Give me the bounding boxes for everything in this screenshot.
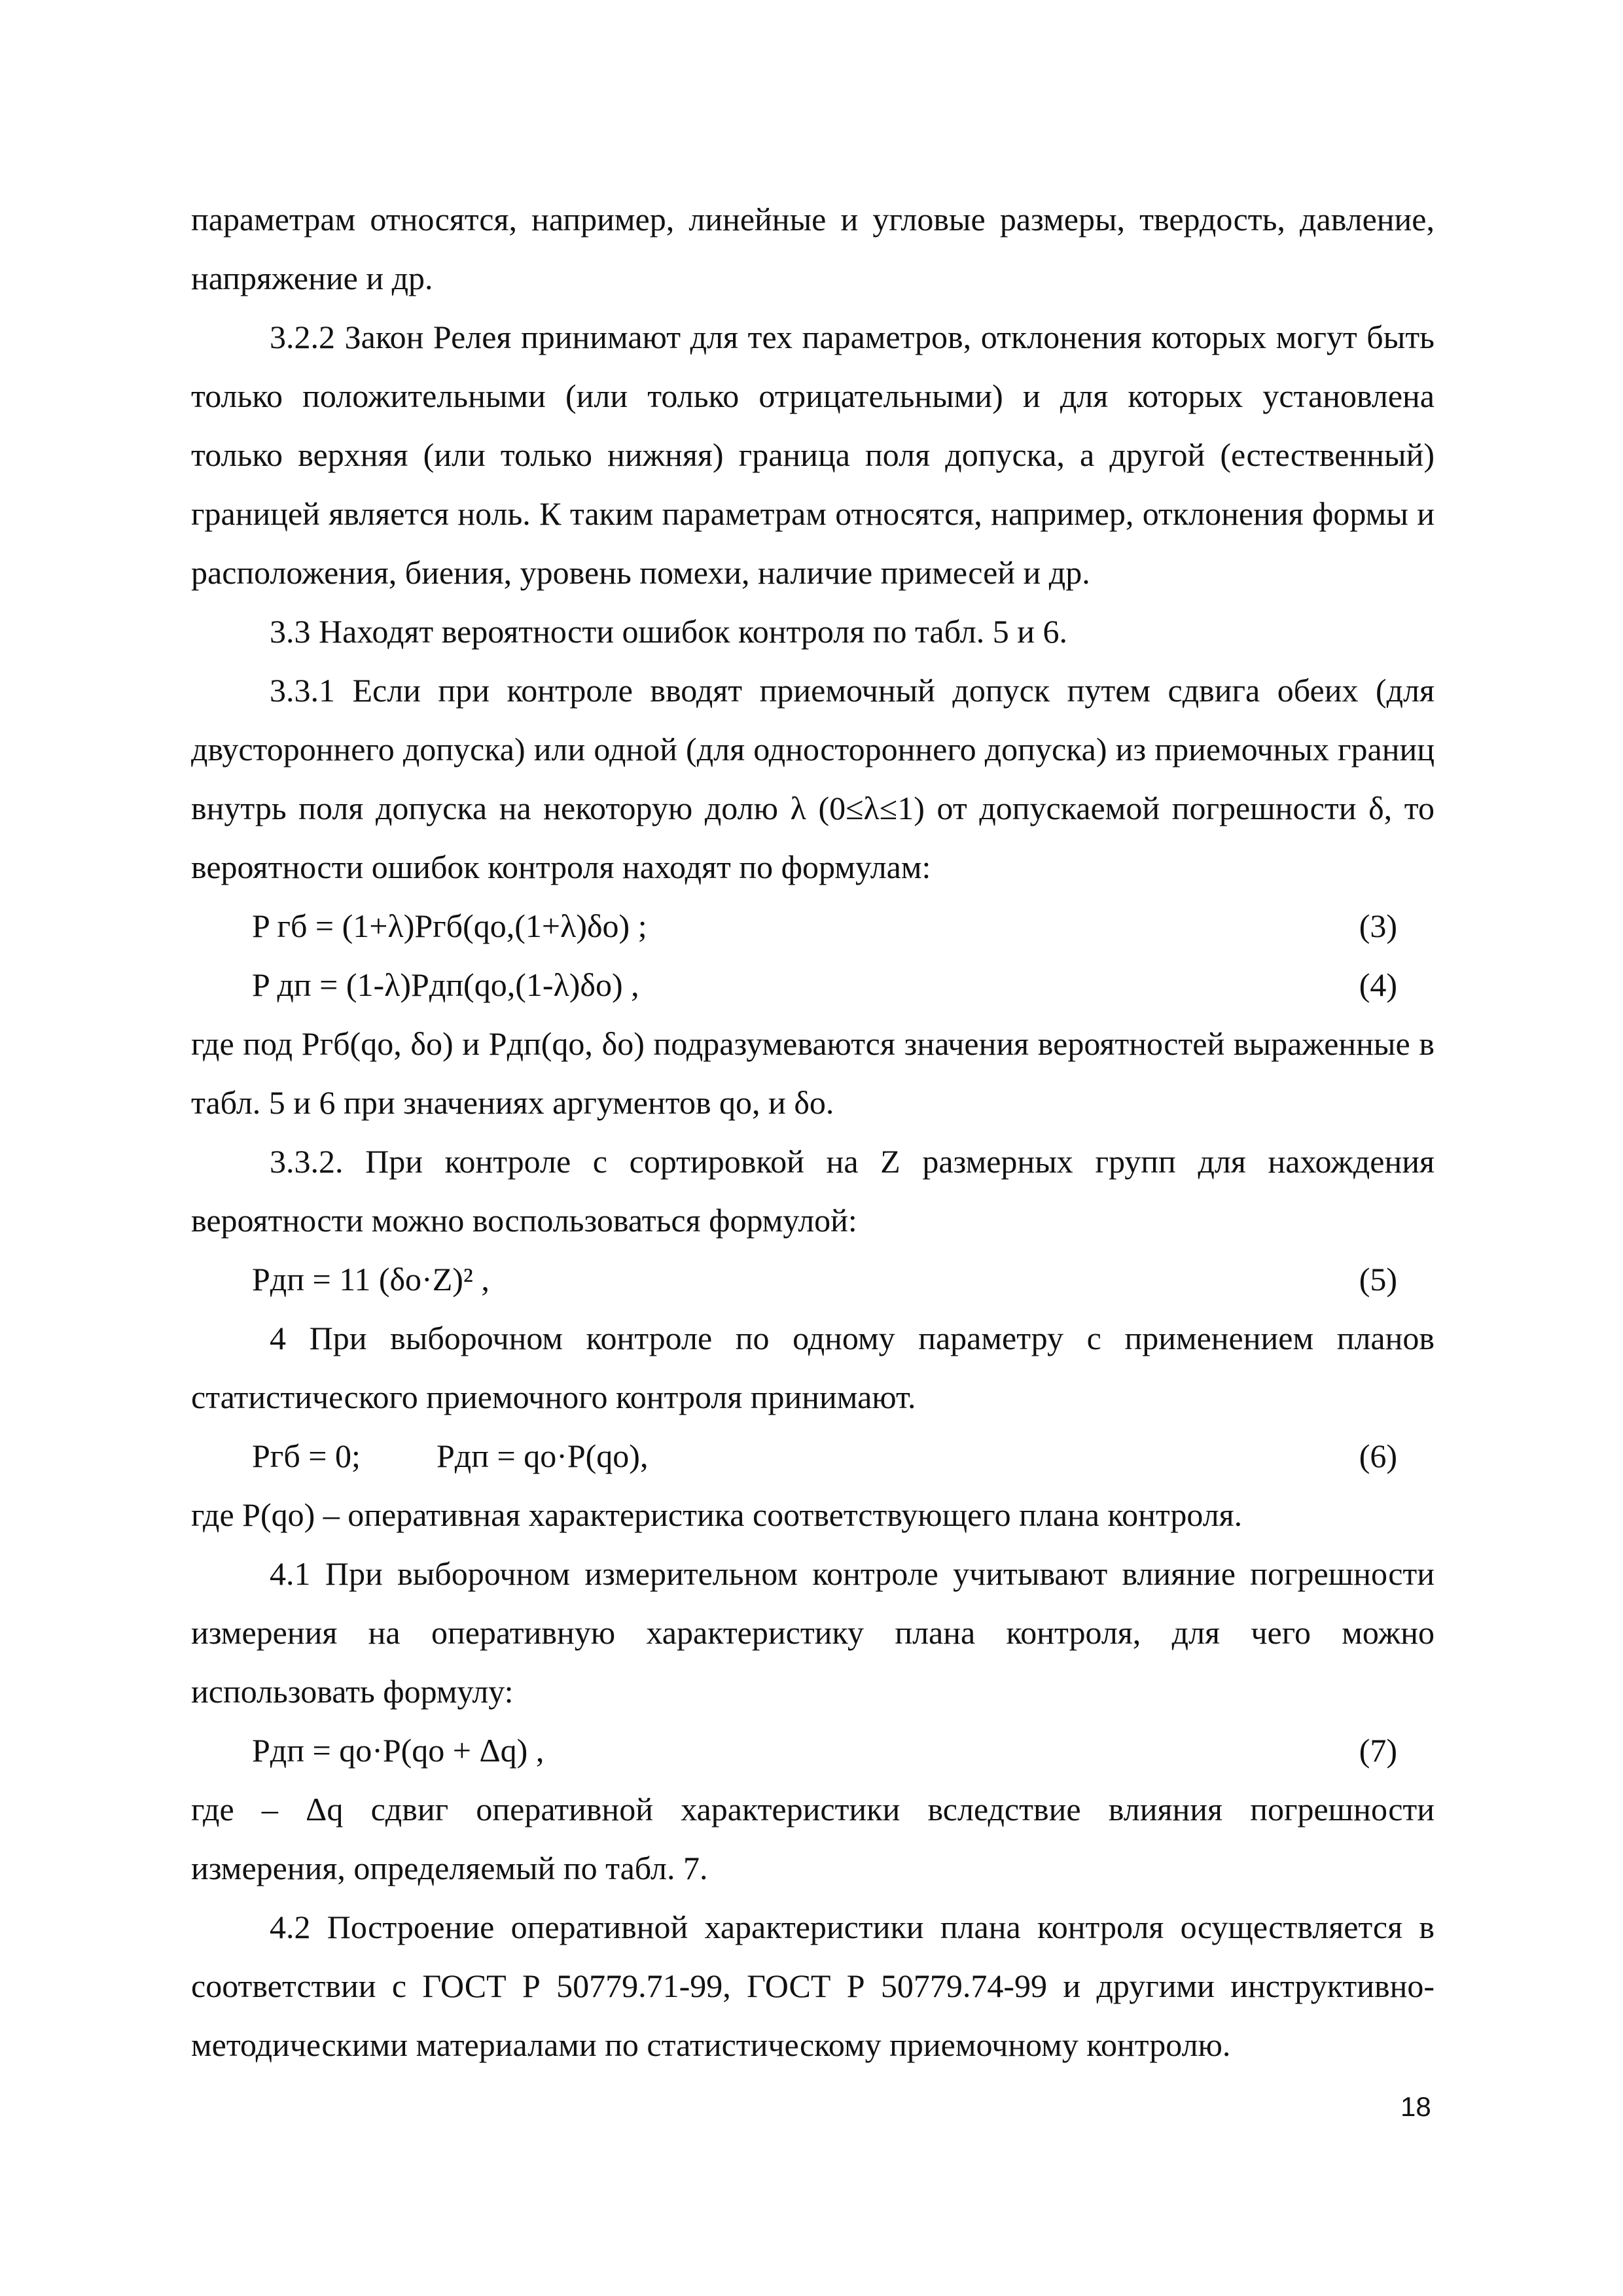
paragraph-4-1: 4.1 При выборочном измерительном контроле учитывают влияние погрешности измерения на оперативную характеристику плана контроля, для чего можно использовать формулу: xyxy=(191,1555,1435,1710)
formula-7-number: (7) xyxy=(1359,1732,1397,1769)
formula-3-number: (3) xyxy=(1359,908,1397,944)
formula-4 xyxy=(191,955,1435,1014)
body-text xyxy=(191,190,1435,2074)
page-number: 18 xyxy=(1400,2091,1431,2122)
paragraph-4-2: 4.2 Построение оперативной характеристики плана контроля осуществляется в соответствии с ГОСТ Р 50779.71-99, ГОСТ Р 50779.74-99 и другими инструктивно-методическими материалами по статистическому приемочному контролю. xyxy=(191,1909,1435,2063)
formula-3 xyxy=(191,896,1435,955)
paragraph-3-3-2: 3.3.2. При контроле с сортировкой на Z размерных групп для нахождения вероятности можно воспользоваться формулой: xyxy=(191,1143,1435,1239)
formula-6 xyxy=(191,1426,1435,1485)
paragraph-3-3: 3.3 Находят вероятности ошибок контроля по табл. 5 и 6. xyxy=(270,613,1068,650)
paragraph-3-2-2: 3.2.2 Закон Релея принимают для тех параметров, отклонения которых могут быть только положительными (или только отрицательными) и для которых установлена только верхняя (или только нижняя) граница поля допуска, а другой (естественный) границей является ноль. К таким параметрам относятся, например, отклонения формы и расположения, биения, уровень помехи, наличие примесей и др. xyxy=(191,319,1435,591)
paragraph-3-3-1: 3.3.1 Если при контроле вводят приемочный допуск путем сдвига обеих (для двустороннего допуска) или одной (для одностороннего допуска) из приемочных границ внутрь поля допуска на некоторую долю λ (0≤λ≤1) от допускаемой погрешности δ, то вероятности ошибок контроля находят по формулам: xyxy=(191,672,1435,885)
paragraph-where-2: где P(qo) – оперативная характеристика соответствующего плана контроля. xyxy=(191,1496,1243,1533)
formula-6-right: Pдп = qo·P(qo), xyxy=(437,1438,649,1474)
formula-5-expression: Pдп = 11 (δo·Z)² , xyxy=(252,1261,490,1298)
formula-7-expression: Pдп = qo·P(qo + Δq) , xyxy=(252,1732,544,1769)
paragraph-continuation: параметрам относятся, например, линейные и угловые размеры, твердость, давление, напряжение и др. xyxy=(191,201,1435,296)
formula-5-number: (5) xyxy=(1359,1261,1397,1298)
formula-4-expression: P дп = (1-λ)Pдп(qo,(1-λ)δo) , xyxy=(252,966,639,1003)
paragraph-4: 4 При выборочном контроле по одному параметру с применением планов статистического приемочного контроля принимают. xyxy=(191,1320,1435,1415)
paragraph-where-3: где – Δq сдвиг оперативной характеристики вследствие влияния погрешности измерения, определяемый по табл. 7. xyxy=(191,1791,1435,1886)
formula-6-left: Pгб = 0; xyxy=(252,1438,361,1474)
formula-6-number: (6) xyxy=(1359,1438,1397,1474)
formula-7 xyxy=(191,1721,1435,1780)
paragraph-where-1: где под Pгб(qo, δo) и Pдп(qo, δo) подразумеваются значения вероятностей выраженные в табл. 5 и 6 при значениях аргументов qo, и δo. xyxy=(191,1025,1435,1121)
formula-5 xyxy=(191,1250,1435,1309)
formula-3-expression: P гб = (1+λ)Pгб(qo,(1+λ)δo) ; xyxy=(252,908,647,944)
formula-4-number: (4) xyxy=(1359,966,1397,1003)
